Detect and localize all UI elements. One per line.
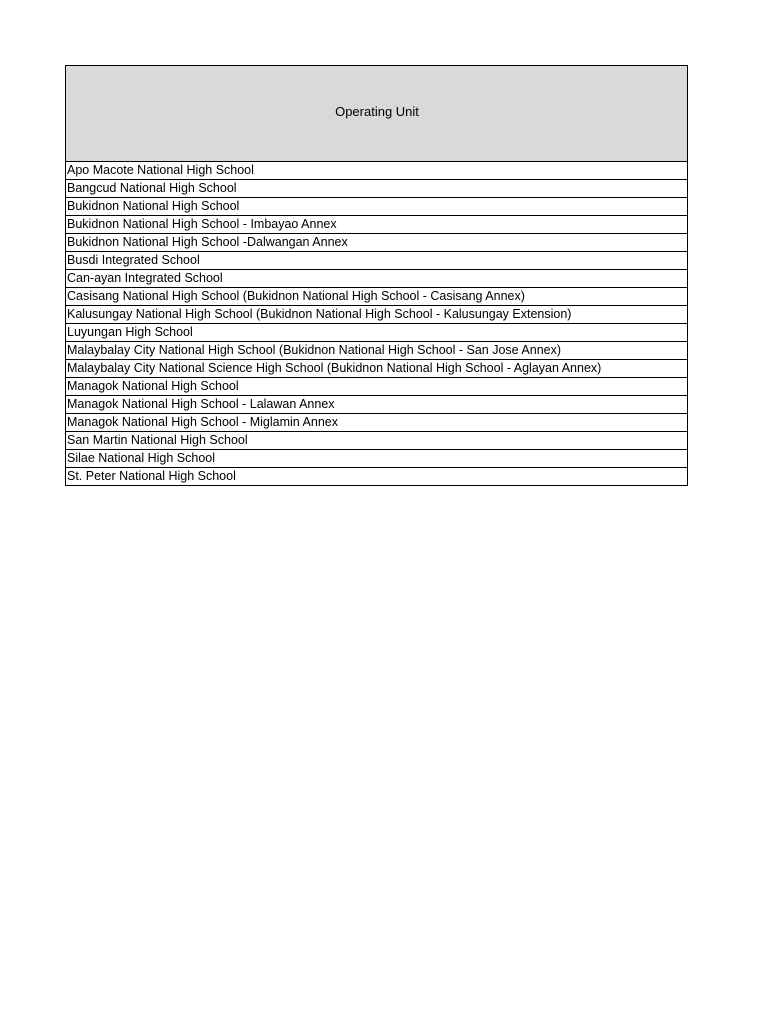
- table-cell: Luyungan High School: [66, 324, 688, 342]
- table-row: [66, 234, 688, 252]
- table-row: [66, 378, 688, 396]
- table-cell: Managok National High School - Miglamin Annex: [66, 414, 688, 432]
- table-row: [66, 162, 688, 180]
- operating-unit-table: [65, 65, 688, 486]
- table-row: [66, 252, 688, 270]
- table-row: [66, 270, 688, 288]
- table-cell: Can-ayan Integrated School: [66, 270, 688, 288]
- table-cell: Casisang National High School (Bukidnon National High School - Casisang Annex): [66, 288, 688, 306]
- table-cell: Bukidnon National High School: [66, 198, 688, 216]
- table-cell: Malaybalay City National High School (Bukidnon National High School - San Jose Annex): [66, 342, 688, 360]
- table-row: [66, 324, 688, 342]
- table-cell: San Martin National High School: [66, 432, 688, 450]
- table-row: [66, 396, 688, 414]
- table-cell: St. Peter National High School: [66, 468, 688, 486]
- table-cell: Kalusungay National High School (Bukidnon National High School - Kalusungay Extension): [66, 306, 688, 324]
- table-row: [66, 306, 688, 324]
- table-cell: Managok National High School: [66, 378, 688, 396]
- table-row: [66, 180, 688, 198]
- table-cell: Bukidnon National High School -Dalwangan Annex: [66, 234, 688, 252]
- table-row: [66, 432, 688, 450]
- table-row: [66, 450, 688, 468]
- table-row: [66, 288, 688, 306]
- table-row: [66, 216, 688, 234]
- table-row: [66, 414, 688, 432]
- table-row: [66, 360, 688, 378]
- table-cell: Bangcud National High School: [66, 180, 688, 198]
- table-cell: Bukidnon National High School - Imbayao Annex: [66, 216, 688, 234]
- table-cell: Silae National High School: [66, 450, 688, 468]
- table-row: [66, 342, 688, 360]
- column-header-operating-unit: Operating Unit: [66, 66, 688, 162]
- table-cell: Managok National High School - Lalawan Annex: [66, 396, 688, 414]
- table-header-row: [66, 66, 688, 162]
- table-cell: Apo Macote National High School: [66, 162, 688, 180]
- table-body: [66, 162, 688, 486]
- table-row: [66, 468, 688, 486]
- table-row: [66, 198, 688, 216]
- table-cell: Busdi Integrated School: [66, 252, 688, 270]
- table-cell: Malaybalay City National Science High School (Bukidnon National High School - Aglayan Annex): [66, 360, 688, 378]
